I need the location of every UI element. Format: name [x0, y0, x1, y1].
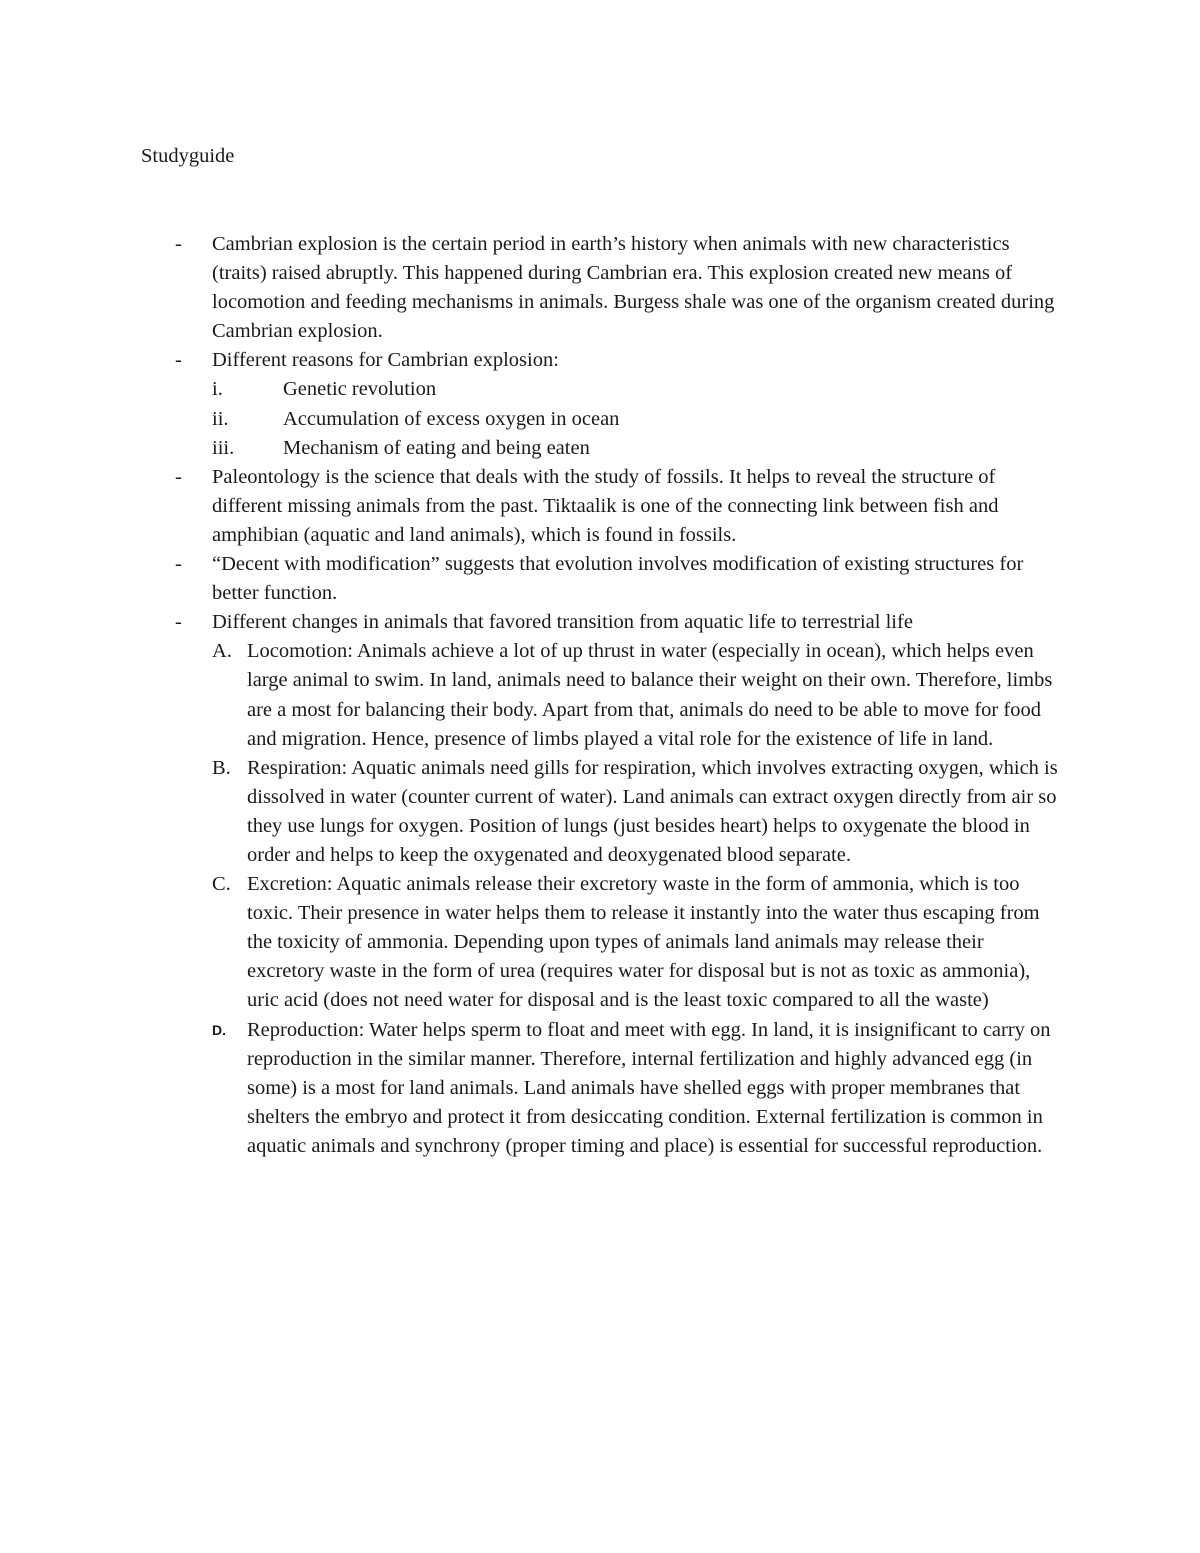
bullet-marker: -: [175, 611, 182, 634]
bullet-marker: -: [175, 553, 182, 576]
reason-item: [0, 434, 1200, 463]
reason-item: [0, 405, 1200, 434]
bullet-text: Different reasons for Cambrian explosion:: [212, 349, 559, 372]
bullet-item: [0, 608, 1200, 637]
bullet-item: [0, 230, 1200, 346]
change-item: [0, 1016, 1200, 1161]
bullet-text: Paleontology is the science that deals with the study of fossils. It helps to reveal the structure of different missing animals from the past. Tiktaalik is one of the connecting link between fish and amphibian (aquatic and land animals), which is found in fossils.: [212, 465, 999, 546]
change-text: Respiration: Aquatic animals need gills for respiration, which involves extracting oxygen, which is dissolved in water (counter current of water). Land animals can extract oxygen directly from air so they use lungs for oxygen. Position of lungs (just besides heart) helps to oxygenate the blood in order and helps to keep the oxygenated and deoxygenated blood separate.: [247, 756, 1058, 866]
bullet-item: [0, 550, 1200, 608]
bullet-marker: -: [175, 349, 182, 372]
change-text: Locomotion: Animals achieve a lot of up thrust in water (especially in ocean), which helps even large animal to swim. In land, animals need to balance their weight on their own. Therefore, limbs are a most for balancing their body. Apart from that, animals do need to be able to move for food and migration. Hence, presence of limbs played a vital role for the existence of life in land.: [247, 640, 1053, 750]
bullet-text: Cambrian explosion is the certain period in earth’s history when animals with new characteristics (traits) raised abruptly. This happened during Cambrian era. This explosion created new means of locomotion and feeding mechanisms in animals. Burgess shale was one of the organism created during Cambrian explosion.: [212, 233, 1055, 343]
letter-label: A.: [212, 640, 232, 663]
bullet-text: Different changes in animals that favored transition from aquatic life to terrestrial life: [212, 611, 913, 634]
change-item: [0, 870, 1200, 1015]
reason-item: [0, 375, 1200, 404]
study-notes: [0, 230, 1200, 1161]
roman-numeral: iii.: [212, 436, 235, 459]
bullet-item: [0, 463, 1200, 550]
page-title: Studyguide: [141, 145, 235, 167]
reason-text: Mechanism of eating and being eaten: [283, 436, 590, 459]
roman-numeral: i.: [212, 378, 223, 401]
change-text: Reproduction: Water helps sperm to float and meet with egg. In land, it is insignificant to carry on reproduction in the similar manner. Therefore, internal fertilization and highly advanced egg (in some) is a most for land animals. Land animals have shelled eggs with proper membranes that shelters the embryo and protect it from desiccating condition. External fertilization is common in aquatic animals and synchrony (proper timing and place) is essential for successful reproduction.: [247, 1018, 1051, 1157]
reason-text: Genetic revolution: [283, 378, 437, 401]
bullet-marker: -: [175, 465, 182, 488]
letter-label: C.: [212, 873, 231, 896]
letter-label: B.: [212, 756, 231, 779]
roman-numeral: ii.: [212, 407, 229, 430]
bullet-text: “Decent with modification” suggests that evolution involves modification of existing structures for better function.: [212, 553, 1024, 605]
bullet-item: [0, 346, 1200, 375]
change-item: [0, 637, 1200, 753]
bullet-marker: -: [175, 233, 182, 255]
change-item: [0, 754, 1200, 870]
change-text: Excretion: Aquatic animals release their excretory waste in the form of ammonia, which is too toxic. Their presence in water helps them to release it instantly into the water thus escaping from the toxicity of ammonia. Depending upon types of animals land animals may release their excretory waste in the form of urea (requires water for disposal but is not as toxic as ammonia), uric acid (does not need water for disposal and is the least toxic compared to all the waste): [247, 873, 1040, 1012]
reason-text: Accumulation of excess oxygen in ocean: [283, 407, 620, 430]
letter-label: D.: [212, 1021, 226, 1038]
